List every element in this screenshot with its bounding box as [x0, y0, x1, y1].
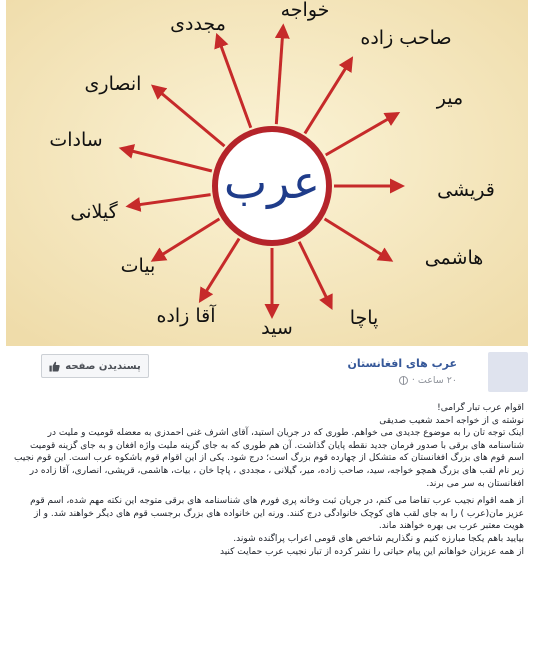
like-page-label: پسندیدن صفحه — [65, 360, 141, 372]
globe-icon — [399, 376, 408, 385]
post-paragraph: از همه عزیزان خواهانم این پیام حیاتی را نشر کرده از تبار نجیب عرب حمایت کنید — [219, 546, 524, 557]
tribe-label: میر — [436, 87, 464, 109]
center-word: عرب — [223, 155, 321, 209]
tribe-label: هاشمی — [424, 247, 484, 269]
post-paragraph: از همه اقوام نجیب عرب تقاضا می کنم، در جریان ثبت وخانه پری فورم های شناسنامه های برقی متوجه این نکته مهم شده، اسم قوم عزیز مان(عرب ) را به جای لقب های کوچک خانوادگی درج کنند. ورنه این خانواده های بزرگ برجسب قوم های دیگر خواهند شد. و از هویت معتبر عرب بی بهره خواهند ماند. — [30, 496, 524, 532]
thumbs-up-icon — [49, 361, 60, 372]
post-paragraph: اینک توجه تان را به موضوع جدیدی می خواهم. طوری که در جریان استید، آقای اشرف غنی احمدزی به معضله قومیت و ملیت در شناسنامه های برقی با صدور فرمان جدید نقطه پایان گذاشت. آن هم طوری که به جای گزینه ملیت واژه افغان و به جای گزینه قومیت اسم قوم های بزرگ افغانستان که متشکل از چهارده قوم بزرگ است؛ درج شود. یکی از این اقوام قوم باشکوه عرب است. این قوم نجیب زیر نام لقب های بزرگ همچو خواجه، سید، صاحب زاده، میر، گیلانی ، مجددی ، پاچا خان ، بیات، هاشمی، قریشی، انصاری، آقا زاده در افغانستان به سر می برند. — [14, 428, 524, 489]
tribe-label: پاچا — [349, 307, 379, 329]
like-page-button[interactable] — [41, 354, 149, 378]
page-avatar[interactable] — [488, 352, 528, 392]
page-name-link[interactable]: عرب هاى افغانستان — [347, 357, 457, 370]
tribe-label: صاحب زاده — [360, 27, 452, 49]
tribe-label: انصاری — [84, 73, 142, 95]
tribe-label: بیات — [120, 255, 156, 277]
tribe-label: گیلانی — [70, 201, 118, 223]
tribe-label: سادات — [49, 129, 103, 151]
greeting-line: اقوام عرب تبار گرامی! — [437, 403, 524, 413]
tribe-label: سید — [261, 317, 293, 339]
post-paragraph: بیایید باهم یکجا مبارزه کنیم و نگذاریم شاخص های قومی اعراب پراگنده شوند. — [233, 533, 524, 544]
post-meta — [399, 375, 457, 386]
post-body — [12, 402, 524, 558]
post-image[interactable] — [6, 0, 528, 346]
arab-tribes-diagram — [6, 0, 528, 346]
author-line: نوشته ی از خواجه احمد شعیب صدیقی — [379, 415, 524, 426]
tribe-label: مجددی — [170, 13, 226, 35]
tribe-label: قریشی — [437, 179, 495, 201]
tribe-label: آقا زاده — [156, 305, 216, 327]
tribe-label: خواجه — [280, 0, 330, 21]
post-time[interactable]: ۲۰ ساعت · — [411, 375, 457, 386]
